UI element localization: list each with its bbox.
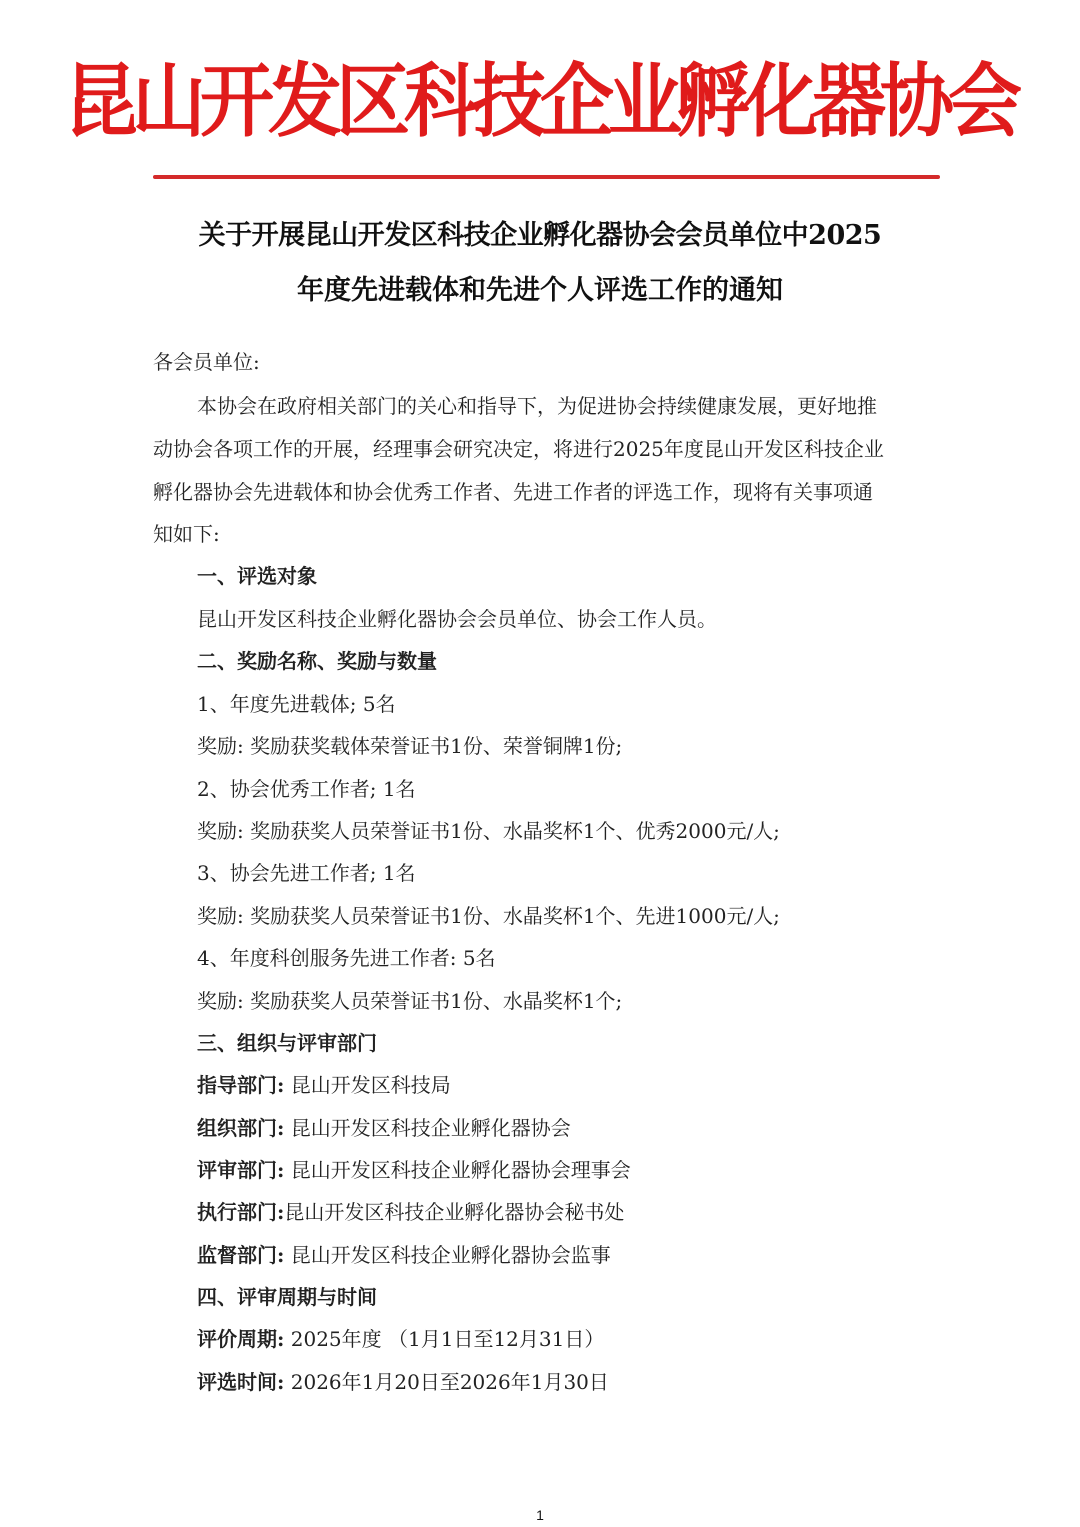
schedule-label: 评选时间:	[197, 1370, 285, 1394]
award-reward: 奖励: 奖励获奖载体荣誉证书1份、荣誉铜牌1份;	[197, 734, 623, 758]
department-label: 指导部门:	[197, 1073, 285, 1097]
organization-masthead: 昆山开发区科技企业孵化器协会	[64, 55, 1016, 149]
department-value: 昆山开发区科技企业孵化器协会	[290, 1116, 571, 1140]
award-item: 3、协会先进工作者; 1名	[197, 861, 416, 885]
section-heading-schedule: 四、评审周期与时间	[197, 1285, 377, 1309]
schedule-label: 评价周期:	[197, 1327, 285, 1351]
award-item: 1、年度先进载体; 5名	[197, 692, 396, 716]
schedule-row	[197, 1370, 609, 1394]
schedule-value: 2026年1月20日至2026年1月30日	[290, 1370, 609, 1394]
department-value: 昆山开发区科技局	[290, 1073, 451, 1097]
award-reward: 奖励: 奖励获奖人员荣誉证书1份、水晶奖杯1个、先进1000元/人;	[197, 904, 780, 928]
department-label: 执行部门:	[197, 1200, 285, 1224]
department-value: 昆山开发区科技企业孵化器协会监事	[290, 1243, 611, 1267]
award-item: 4、年度科创服务先进工作者: 5名	[197, 946, 496, 970]
page-number: 1	[536, 1507, 544, 1523]
department-row	[197, 1200, 624, 1224]
intro-line: 知如下:	[153, 522, 220, 546]
award-item: 2、协会优秀工作者; 1名	[197, 777, 416, 801]
department-value: 昆山开发区科技企业孵化器协会秘书处	[284, 1200, 625, 1224]
department-value: 昆山开发区科技企业孵化器协会理事会	[290, 1158, 631, 1182]
department-row	[197, 1073, 451, 1097]
intro-line: 孵化器协会先进载体和协会优秀工作者、先进工作者的评选工作，现将有关事项通	[153, 480, 873, 504]
salutation: 各会员单位:	[153, 350, 260, 374]
schedule-row	[197, 1327, 604, 1351]
department-label: 评审部门:	[197, 1158, 285, 1182]
notice-title-line-1: 关于开展昆山开发区科技企业孵化器协会会员单位中2025	[198, 220, 882, 251]
section-heading-awards: 二、奖励名称、奖励与数量	[197, 649, 437, 673]
notice-title-line-2: 年度先进载体和先进个人评选工作的通知	[297, 275, 783, 306]
section-text: 昆山开发区科技企业孵化器协会会员单位、协会工作人员。	[197, 607, 717, 631]
intro-line: 本协会在政府相关部门的关心和指导下，为促进协会持续健康发展，更好地推	[197, 394, 877, 418]
section-heading-targets: 一、评选对象	[197, 564, 317, 588]
department-label: 组织部门:	[197, 1116, 285, 1140]
section-heading-departments: 三、组织与评审部门	[197, 1031, 377, 1055]
department-row	[197, 1243, 611, 1267]
department-row	[197, 1116, 571, 1140]
schedule-value: 2025年度 （1月1日至12月31日）	[290, 1327, 605, 1351]
award-reward: 奖励: 奖励获奖人员荣誉证书1份、水晶奖杯1个;	[197, 989, 623, 1013]
red-divider	[153, 175, 940, 179]
intro-line: 动协会各项工作的开展，经理事会研究决定，将进行2025年度昆山开发区科技企业	[153, 437, 884, 461]
department-label: 监督部门:	[197, 1243, 285, 1267]
department-row	[197, 1158, 631, 1182]
award-reward: 奖励: 奖励获奖人员荣誉证书1份、水晶奖杯1个、优秀2000元/人;	[197, 819, 780, 843]
